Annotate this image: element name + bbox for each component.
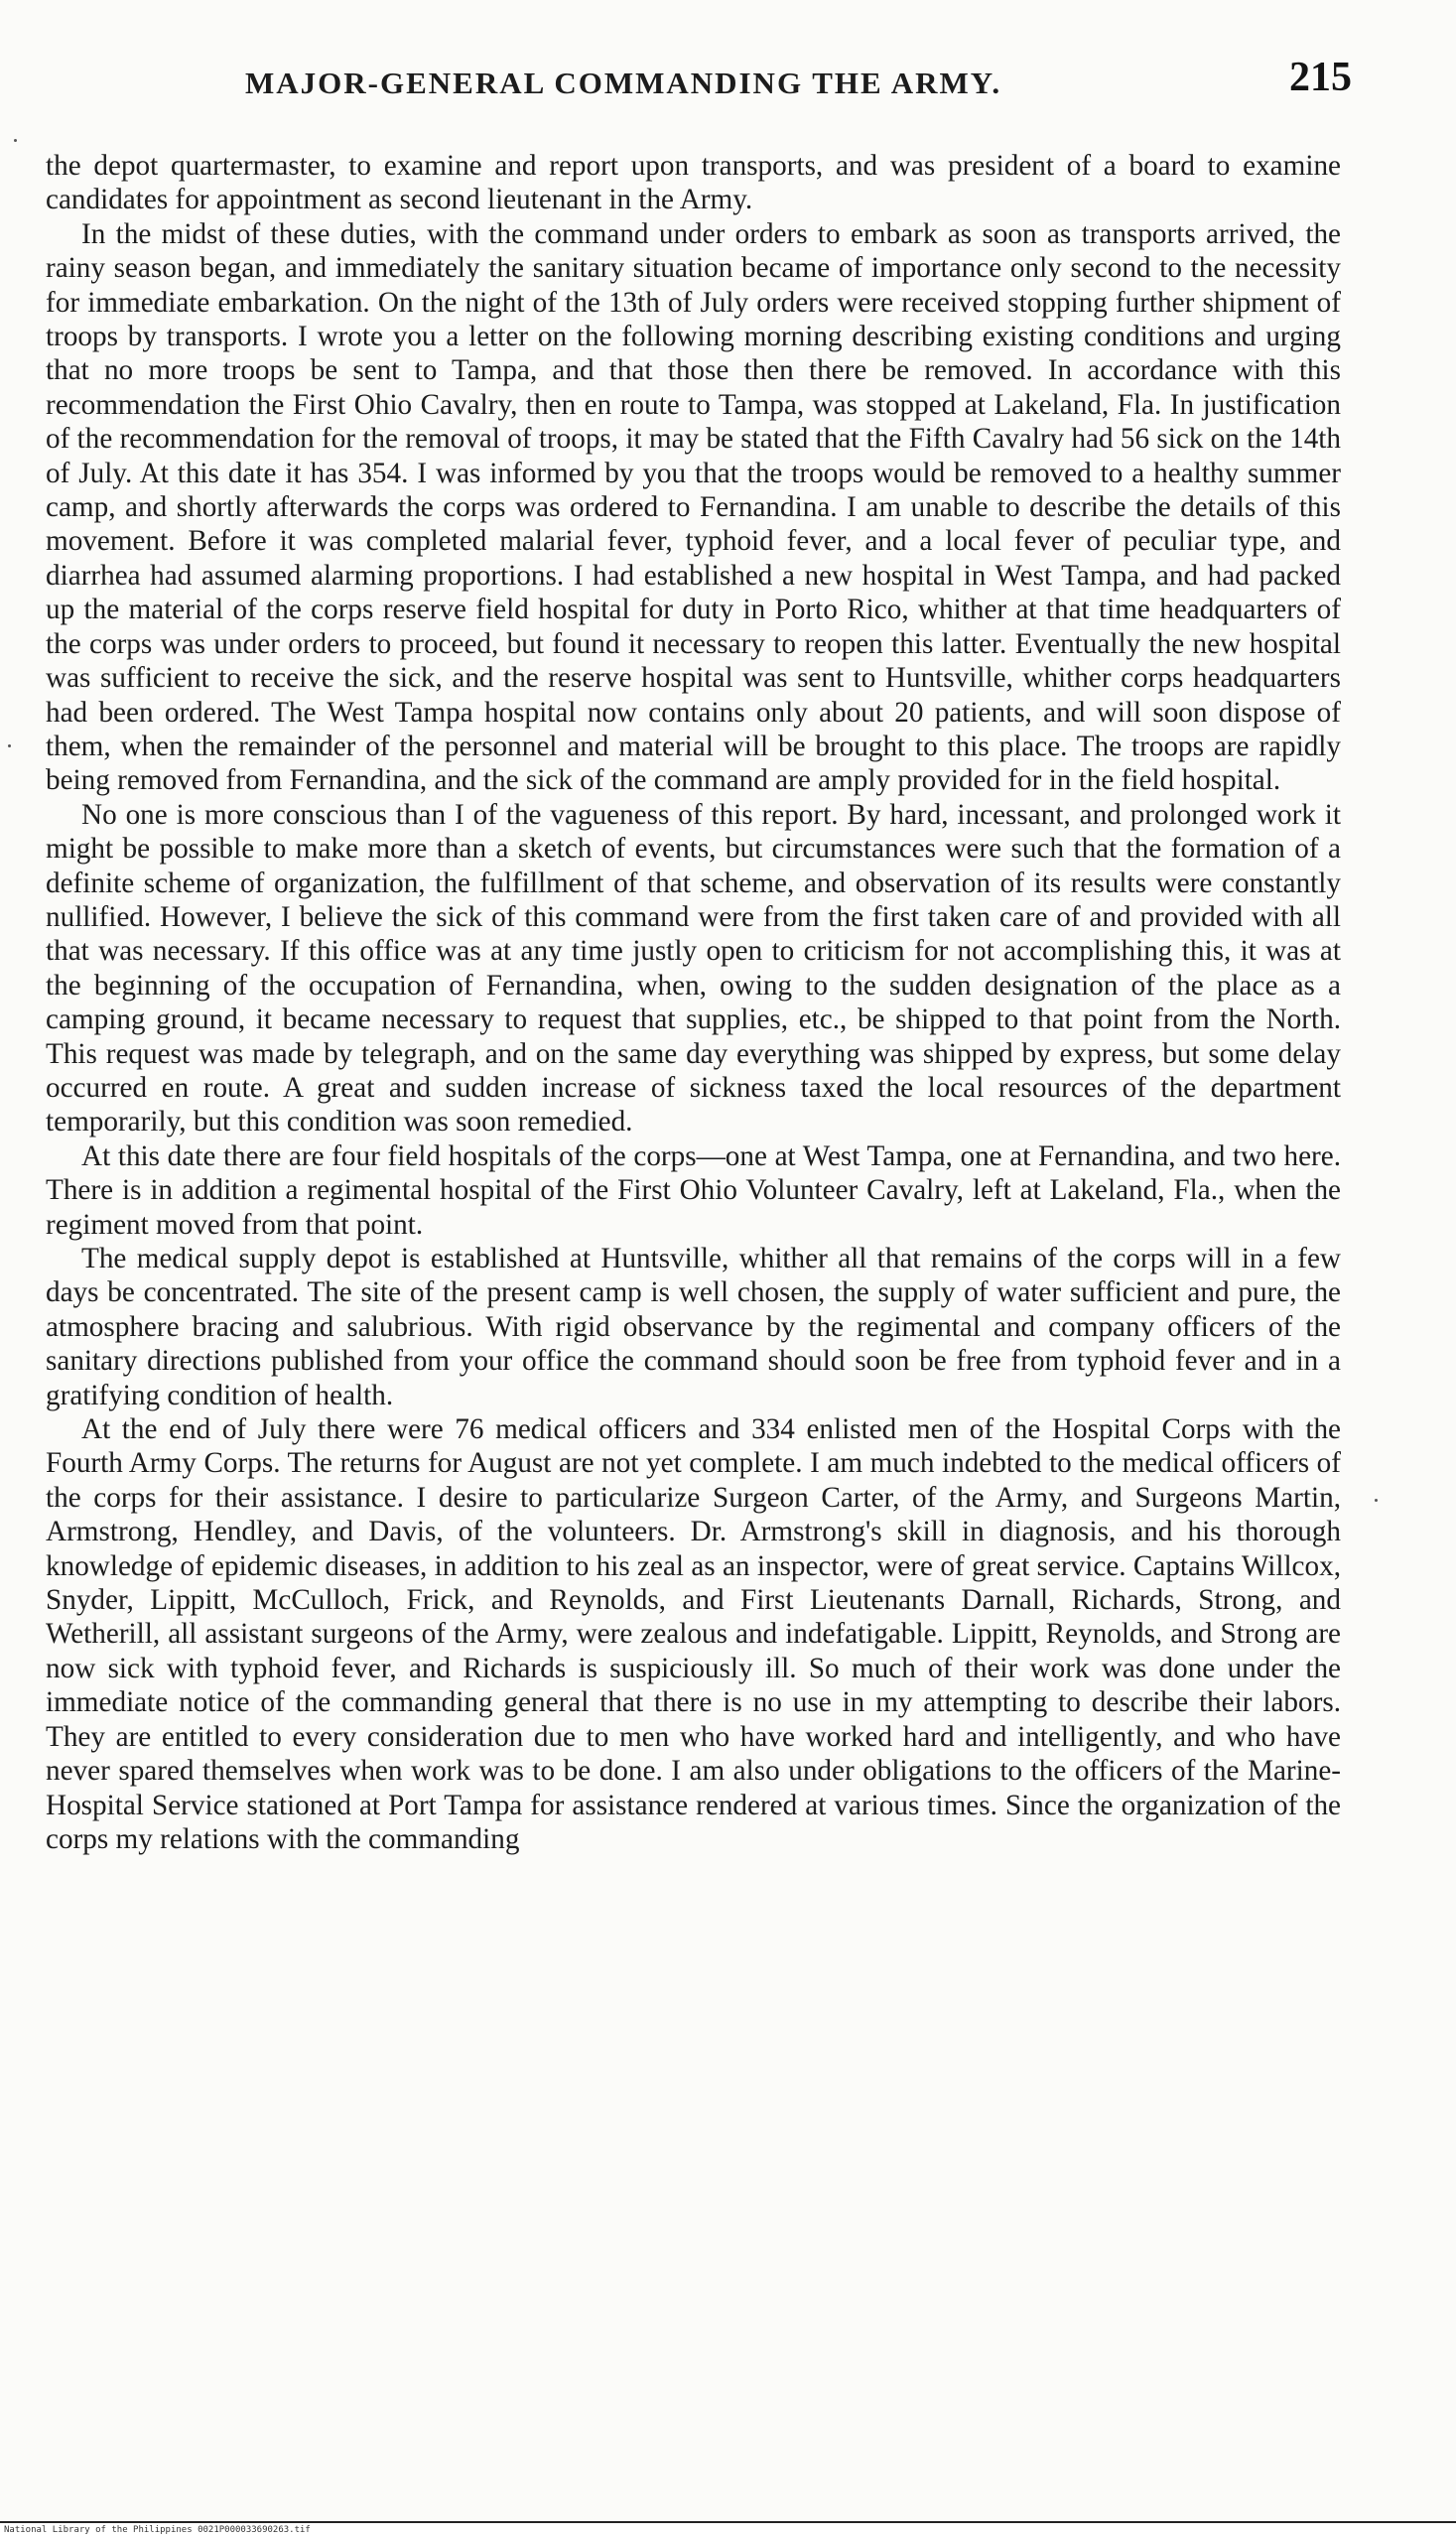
paragraph: In the midst of these duties, with the command under orders to embark as soon as transports arrived, the rainy season began, and immediately the sanitary situation became of importance only second to the necessity for immediate embarkation. On the night of the 13th of July orders were received stopping further shipment of troops by transports. I wrote you a letter on the following morning describing existing conditions and urging that no more troops be sent to Tampa, and that those then there be removed. In accordance with this recommendation the First Ohio Cavalry, then en route to Tampa, was stopped at Lakeland, Fla. In justification of the recommendation for the removal of troops, it may be stated that the Fifth Cavalry had 56 sick on the 14th of July. At this date it has 354. I was informed by you that the troops would be removed to a healthy summer camp, and shortly afterwards the corps was ordered to Fernandina. I am unable to describe the details of this movement. Before it was completed malarial fever, typhoid fever, and a local fever of peculiar type, and diarrhea had assumed alarming proportions. I had established a new hospital in West Tampa, and had packed up the material of the corps reserve field hospital for duty in Porto Rico, whither at that time headquarters of the corps was under orders to proceed, but found it necessary to reopen this latter. Eventually the new hospital was sufficient to receive the sick, and the reserve hospital was sent to Huntsville, whither corps headquarters had been ordered. The West Tampa hospital now contains only about 20 patients, and will soon dispose of them, when the remainder of the personnel and material will be brought to this place. The troops are rapidly being removed from Fernandina, and the sick of the command are amply provided for in the field hospital. [46, 217, 1342, 797]
paragraph: At the end of July there were 76 medical officers and 334 enlisted men of the Hospital Corps with the Fourth Army Corps. The returns for August are not yet complete. I am much indebted to the medical officers of the corps for their assistance. I desire to particularize Surgeon Carter, of the Army, and Surgeons Martin, Armstrong, Hendley, and Davis, of the volunteers. Dr. Armstrong's skill in diagnosis, and his thorough knowledge of epidemic diseases, in addition to his zeal as an inspector, were of great service. Captains Willcox, Snyder, Lippitt, McCulloch, Frick, and Reynolds, and First Lieutenants Darnall, Richards, Strong, and Wetherill, all assistant surgeons of the Army, were zealous and indefatigable. Lippitt, Reynolds, and Strong are now sick with typhoid fever, and Richards is suspiciously ill. So much of their work was done under the immediate notice of the commanding general that there is no use in my attempting to describe their labors. They are entitled to every consideration due to men who have worked hard and intelligently, and who have never spared themselves when work was to be done. I am also under obligations to the officers of the Marine-Hospital Service stationed at Port Tampa for assistance rendered at various times. Since the organization of the corps my relations with the commanding [46, 1413, 1341, 1855]
scan-speck [14, 139, 17, 142]
paragraph: The medical supply depot is established at Huntsville, whither all that remains of the corps will in a few days be concentrated. The site of the present camp is well chosen, the supply of water sufficient and pure, the atmosphere bracing and salubrious. With rigid observance by the regimental and company officers of the sanitary directions published from your office the command should soon be free from typhoid fever and in a gratifying condition of health. [46, 1243, 1341, 1411]
running-head: MAJOR-GENERAL COMMANDING THE ARMY. [245, 66, 1002, 100]
paragraph: No one is more conscious than I of the vagueness of this report. By hard, incessant, and prolonged work it might be possible to make more than a sketch of events, but circumstances were such that the formation of a definite scheme of organization, the fulfillment of that scheme, and observation of its results were constantly nullified. However, I believe the sick of this command were from the first taken care of and provided with all that was necessary. If this office was at any time justly open to criticism for not accomplishing this, it was at the beginning of the occupation of Fernandina, when, owing to the sudden designation of the place as a camping ground, it became necessary to request that supplies, etc., be shipped to that point from the North. This request was made by telegraph, and on the same day everything was shipped by express, but some delay occurred en route. A great and sudden increase of sickness taxed the local resources of the department temporarily, but this condition was soon remedied. [46, 798, 1341, 1138]
page-header [71, 52, 1352, 111]
paragraph: At this date there are four field hospitals of the corps—one at West Tampa, one at Fernandina, and two here. There is in addition a regimental hospital of the First Ohio Volunteer Cavalry, left at Lakeland, Fla., when the regiment moved from that point. [46, 1139, 1341, 1241]
scan-speck [1375, 1499, 1378, 1502]
body-text [46, 149, 1341, 1856]
scan-credit: National Library of the Philippines 0021P000033690263.tif [4, 2525, 311, 2535]
footer-rule [0, 2521, 1456, 2523]
scan-speck [8, 744, 11, 747]
paragraph: the depot quartermaster, to examine and report upon transports, and was president of a board to examine candidates for appointment as second lieutenant in the Army. [46, 150, 1341, 216]
scan-footer [0, 2521, 1456, 2539]
page-number: 215 [1289, 55, 1352, 100]
